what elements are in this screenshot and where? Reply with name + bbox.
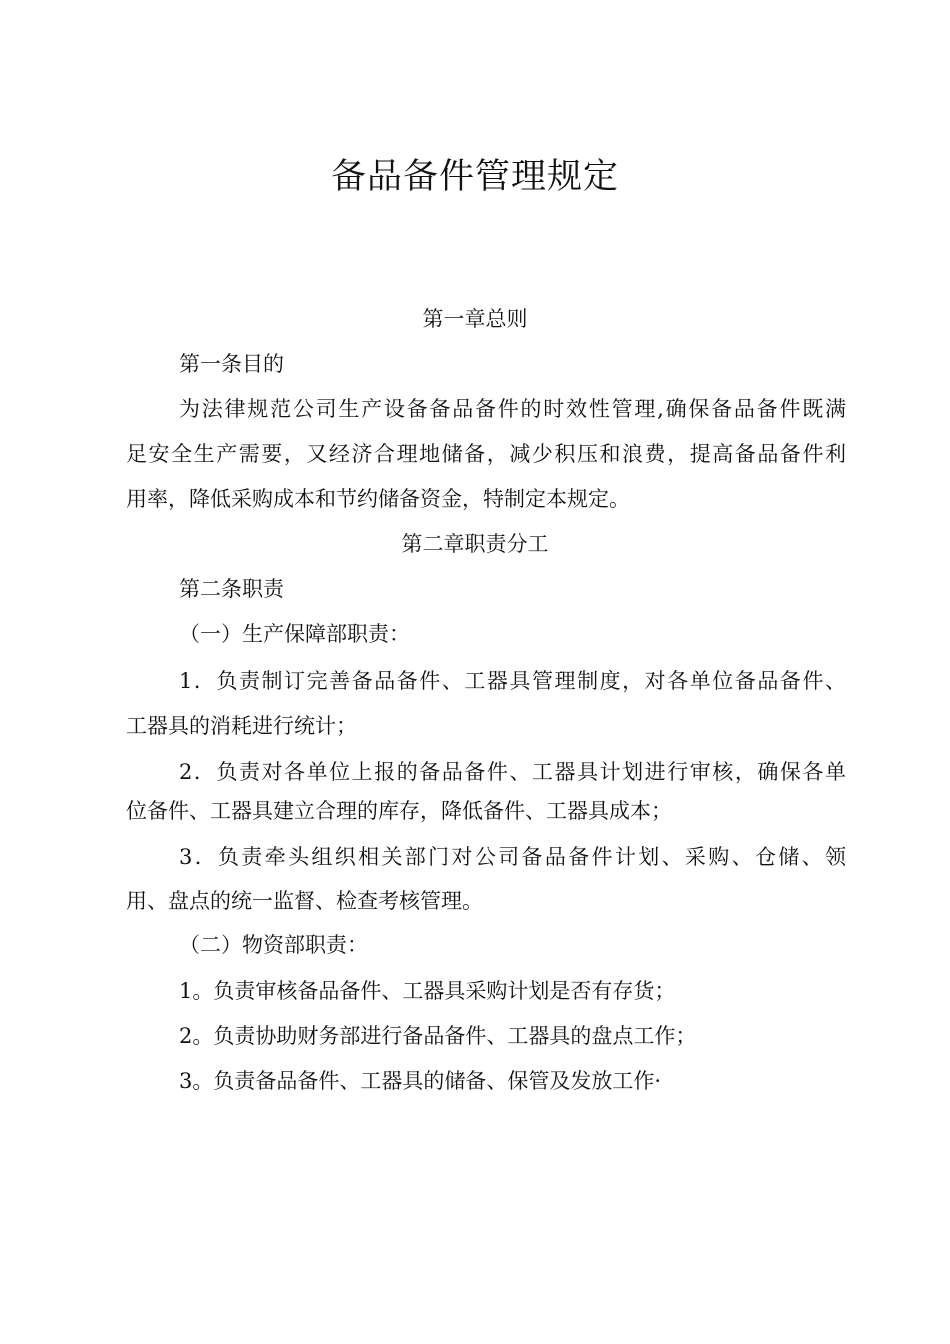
- section2-heading: （二）物资部职责：: [179, 933, 368, 957]
- article1-body-line2: 足安全生产需要，又经济合理地储备，减少积压和浪费，提高备品备件利: [126, 442, 846, 466]
- section1-item2-line2: 位备件、工器具建立合理的库存，降低备件、工器具成本；: [126, 799, 672, 823]
- article1-heading: 第一条目的: [179, 352, 284, 376]
- section2-item2: 2。负责协助财务部进行备品备件、工器具的盘点工作；: [179, 1024, 697, 1048]
- article1-body-line3: 用率，降低采购成本和节约储备资金，特制定本规定。: [126, 487, 630, 511]
- section1-item1-line1: 1．负责制订完善备品备件、工器具管理制度，对各单位备品备件、: [179, 669, 846, 693]
- section1-heading: （一）生产保障部职责：: [179, 622, 410, 646]
- section2-item1: 1。负责审核备品备件、工器具采购计划是否有存货；: [179, 979, 676, 1003]
- article2-heading: 第二条职责: [179, 577, 284, 601]
- section1-item1-line2: 工器具的消耗进行统计；: [126, 714, 357, 738]
- section1-item3-line2: 用、盘点的统一监督、检查考核管理。: [126, 889, 483, 913]
- section2-item3: 3。负责备品备件、工器具的储备、保管及发放工作·: [179, 1069, 662, 1093]
- chapter2-heading: 第二章职责分工: [401, 532, 549, 556]
- chapter1-heading: 第一章总则: [422, 307, 528, 331]
- article1-body-line1: 为法律规范公司生产设备备品备件的时效性管理,确保备品备件既满: [179, 397, 846, 421]
- section1-item2-line1: 2．负责对各单位上报的备品备件、工器具计划进行审核，确保各单: [179, 760, 846, 784]
- section1-item3-line1: 3．负责牵头组织相关部门对公司备品备件计划、采购、仓储、领: [179, 845, 846, 869]
- document-title: 备品备件管理规定: [330, 157, 619, 197]
